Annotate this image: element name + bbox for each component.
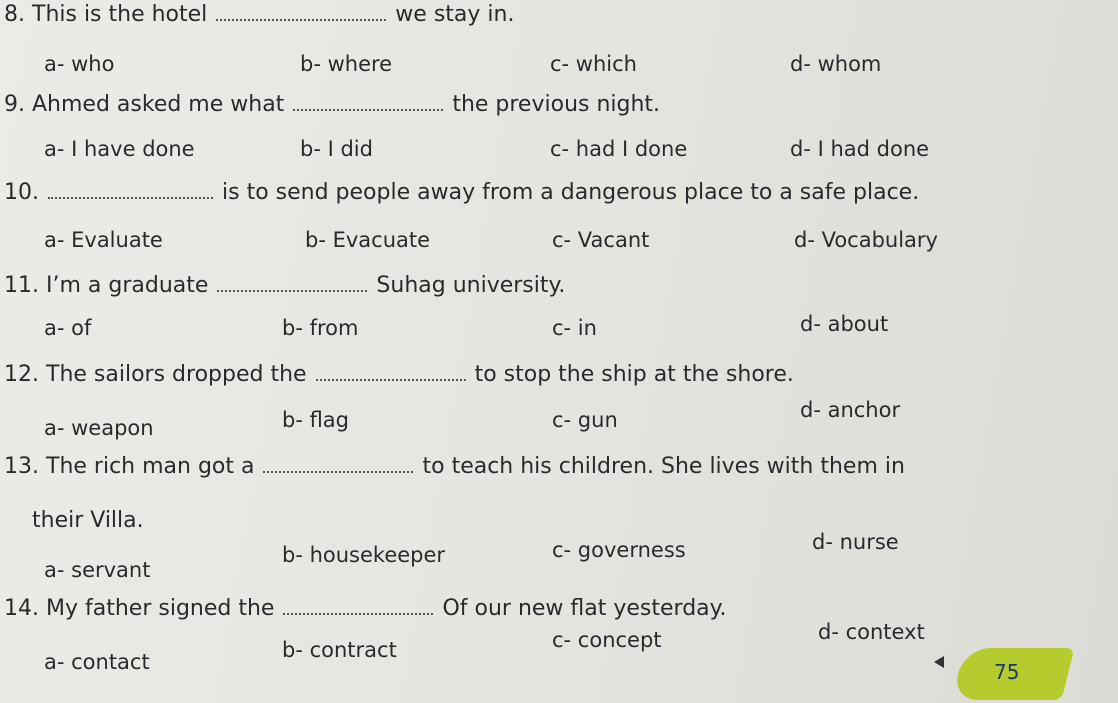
question-text-after: Of our new flat yesterday. xyxy=(442,596,727,621)
arrow-left-icon xyxy=(934,656,944,668)
question-number: 13. xyxy=(4,454,39,479)
question-text-before: My father signed the xyxy=(46,596,275,621)
option-d: d- about xyxy=(800,312,889,336)
question-text-after: the previous night. xyxy=(452,92,661,117)
question-number: 10. xyxy=(4,180,39,205)
option-c: c- concept xyxy=(552,628,662,652)
question-number: 9. xyxy=(4,92,25,117)
page-number: 75 xyxy=(994,660,1020,684)
option-d: d- context xyxy=(818,620,925,644)
answer-blank xyxy=(283,601,433,615)
option-b: b- housekeeper xyxy=(282,543,446,567)
question-text-before: I’m a graduate xyxy=(46,273,209,298)
option-c: c- which xyxy=(550,52,637,76)
answer-blank xyxy=(316,367,466,381)
question-11 xyxy=(4,275,565,297)
question-10 xyxy=(4,182,919,204)
option-c: c- had I done xyxy=(550,137,688,161)
question-text-after: to teach his children. She lives with them in xyxy=(422,454,905,479)
answer-blank xyxy=(293,97,443,111)
option-d: d- Vocabulary xyxy=(794,228,938,252)
option-b: b- Evacuate xyxy=(305,228,431,252)
question-text-before: Ahmed asked me what xyxy=(32,92,285,117)
option-b: b- I did xyxy=(300,137,373,161)
question-12 xyxy=(4,364,794,386)
option-a: a- contact xyxy=(44,650,150,674)
answer-blank xyxy=(48,185,213,199)
question-number: 14. xyxy=(4,596,39,621)
question-text-after: we stay in. xyxy=(395,2,515,27)
question-text-before: The rich man got a xyxy=(46,454,255,479)
option-b: b- flag xyxy=(282,408,350,432)
answer-blank xyxy=(217,278,367,292)
question-13 xyxy=(4,456,905,478)
question-text-after: Suhag university. xyxy=(376,273,566,298)
option-a: a- I have done xyxy=(44,137,195,161)
question-8 xyxy=(4,4,514,26)
question-14 xyxy=(4,598,727,620)
answer-blank xyxy=(216,7,386,21)
option-b: b- where xyxy=(300,52,393,76)
question-13-continuation: their Villa. xyxy=(32,508,144,533)
option-c: c- gun xyxy=(552,408,618,432)
option-d: d- anchor xyxy=(800,398,901,422)
question-number: 11. xyxy=(4,273,39,298)
option-c: c- Vacant xyxy=(552,228,650,252)
question-text-before: This is the hotel xyxy=(32,2,208,27)
option-b: b- contract xyxy=(282,638,397,662)
option-a: a- of xyxy=(44,316,92,340)
question-number: 12. xyxy=(4,362,39,387)
option-b: b- from xyxy=(282,316,359,340)
answer-blank xyxy=(263,459,413,473)
option-d: d- nurse xyxy=(812,530,899,554)
option-a: a- who xyxy=(44,52,115,76)
question-text-after: is to send people away from a dangerous place to a safe place. xyxy=(222,180,920,205)
option-a: a- Evaluate xyxy=(44,228,163,252)
question-number: 8. xyxy=(4,2,25,27)
question-text-after: to stop the ship at the shore. xyxy=(474,362,794,387)
option-d: d- I had done xyxy=(790,137,930,161)
option-c: c- in xyxy=(552,316,597,340)
option-a: a- servant xyxy=(44,558,151,582)
option-a: a- weapon xyxy=(44,416,154,440)
option-c: c- governess xyxy=(552,538,686,562)
question-text-before: The sailors dropped the xyxy=(46,362,307,387)
option-d: d- whom xyxy=(790,52,882,76)
question-9 xyxy=(4,94,660,116)
